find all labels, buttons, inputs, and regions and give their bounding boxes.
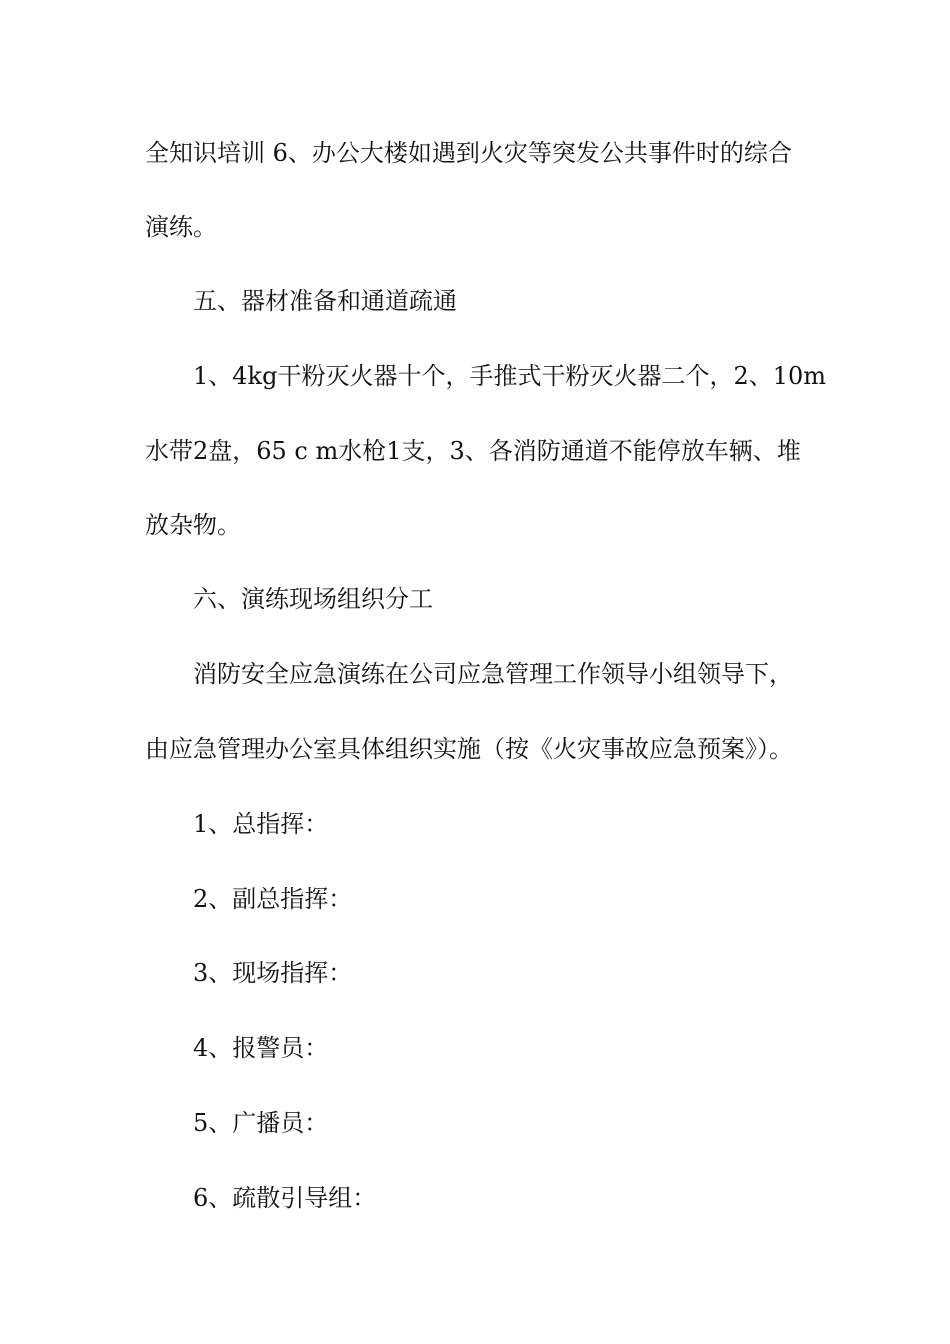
role-item-alarm-reporter: 4、报警员： <box>193 1034 329 1062</box>
paragraph-line-continuation: 全知识培训 6、办公大楼如遇到火灾等突发公共事件时的综合 <box>145 139 792 167</box>
organization-paragraph-line-1: 消防安全应急演练在公司应急管理工作领导小组领导下， <box>193 660 793 688</box>
section-heading-organization: 六、演练现场组织分工 <box>193 585 433 613</box>
role-item-broadcaster: 5、广播员： <box>193 1109 329 1137</box>
paragraph-line-end: 演练。 <box>145 213 217 241</box>
role-item-site-commander: 3、现场指挥： <box>193 959 353 987</box>
role-item-evacuation-team: 6、疏散引导组： <box>193 1184 377 1212</box>
role-item-commander: 1、总指挥： <box>193 810 329 838</box>
section-heading-equipment: 五、器材准备和通道疏通 <box>193 287 457 315</box>
equipment-paragraph-line-2: 水带2盘，65 c m水枪1支，3、各消防通道不能停放车辆、堆 <box>145 437 801 465</box>
organization-paragraph-line-2: 由应急管理办公室具体组织实施（按《火灾事故应急预案》）。 <box>145 735 793 763</box>
equipment-paragraph-line-3: 放杂物。 <box>145 511 241 539</box>
role-item-deputy-commander: 2、副总指挥： <box>193 885 353 913</box>
equipment-paragraph-line-1: 1、4kg干粉灭火器十个，手推式干粉灭火器二个，2、10m <box>193 362 827 390</box>
